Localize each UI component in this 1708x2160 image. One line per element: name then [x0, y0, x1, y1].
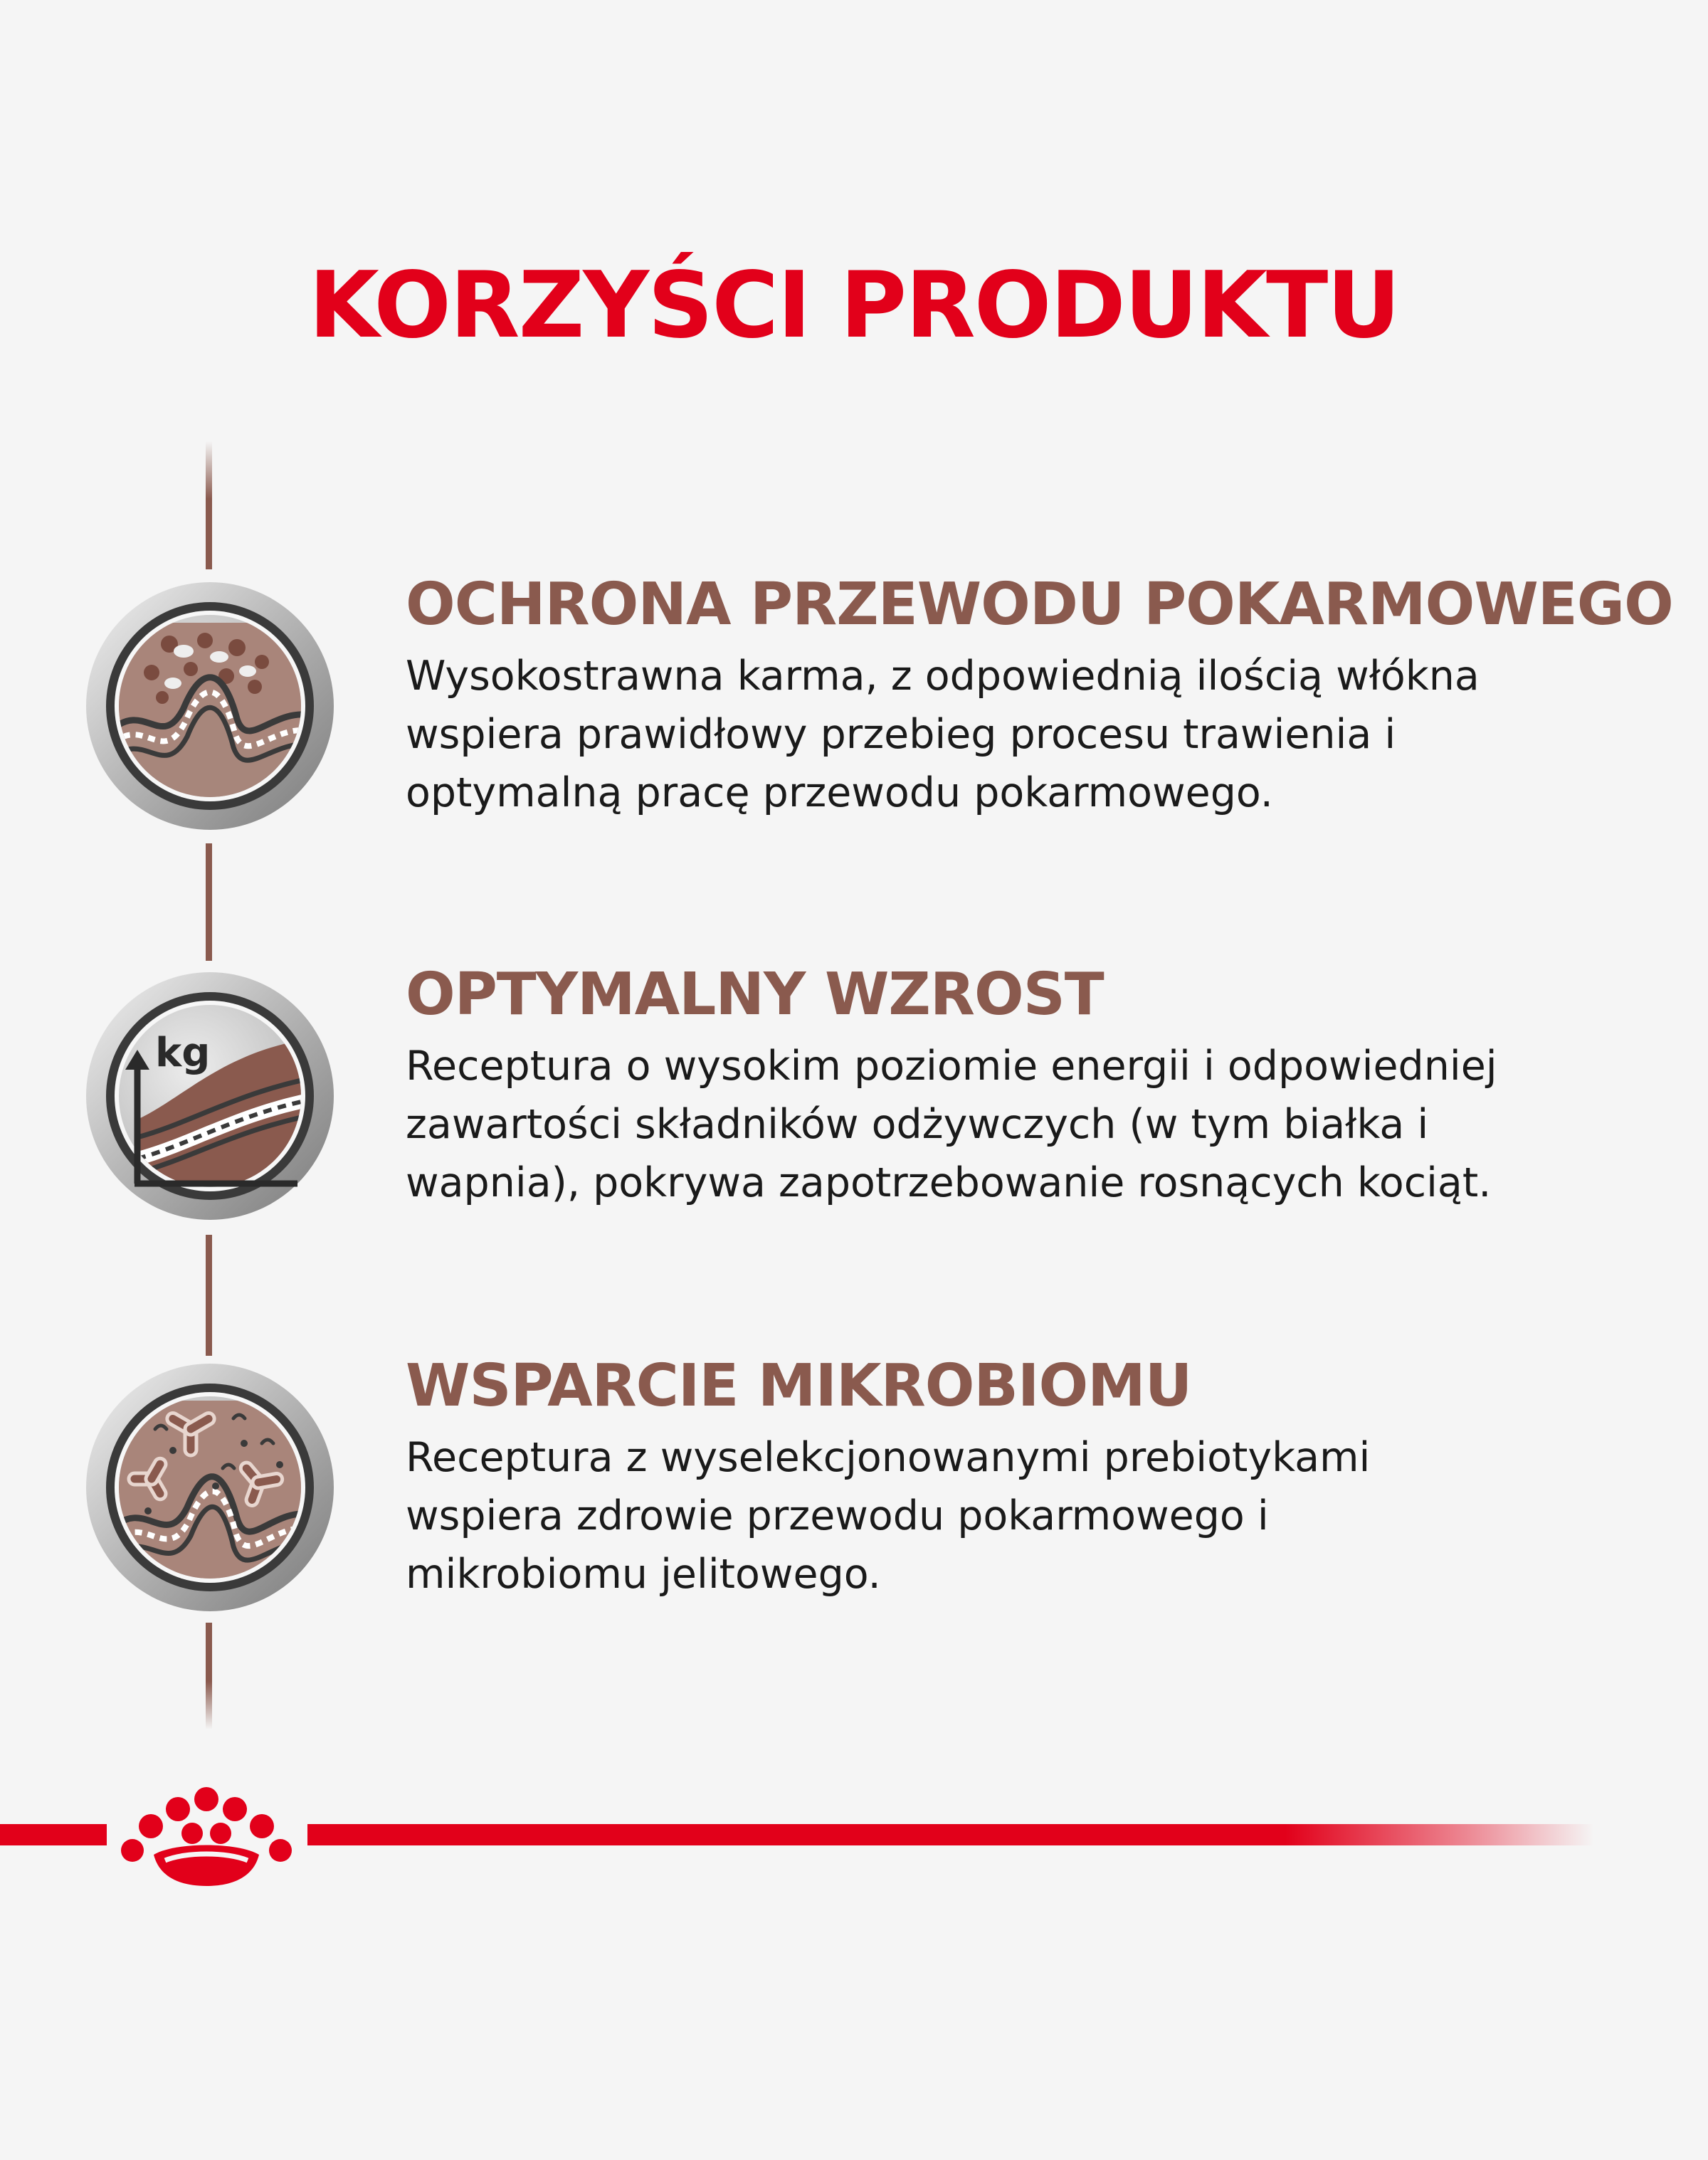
benefit-microbiome-support — [406, 1354, 1687, 1603]
timeline-line — [206, 1235, 212, 1356]
digestive-tract-icon — [84, 580, 336, 832]
timeline-line — [206, 1623, 212, 1729]
benefit-digestive-protection — [406, 573, 1687, 822]
page-title: KORZYŚCI PRODUKTU — [308, 253, 1400, 359]
benefit-description: Receptura z wyselekcjonowanymi prebiotykami wspiera zdrowie przewodu pokarmowego i mikrobiomu jelitowego. — [406, 1434, 1371, 1598]
weight-growth-icon — [84, 970, 336, 1222]
benefit-title: WSPARCIE MIKROBIOMU — [406, 1352, 1192, 1420]
kg-label: kg — [155, 1030, 211, 1076]
royal-crown-logo-icon — [118, 1785, 295, 1889]
footer-red-band — [0, 1824, 107, 1845]
timeline-line — [206, 843, 212, 961]
footer-red-band — [307, 1824, 1594, 1845]
benefit-description: Receptura o wysokim poziomie energii i odpowiedniej zawartości składników odżywczych (w tym białka i wapnia), pokrywa zapotrzebowanie rosnących kociąt. — [406, 1043, 1497, 1207]
benefit-description: Wysokostrawna karma, z odpowiednią ilością włókna wspiera prawidłowy przebieg procesu trawienia i optymalną pracę przewodu pokarmowego. — [406, 653, 1480, 817]
benefit-optimal-growth — [406, 963, 1687, 1212]
microbiome-icon — [84, 1361, 336, 1613]
benefit-title: OCHRONA PRZEWODU POKARMOWEGO — [406, 571, 1673, 638]
timeline-line — [206, 441, 212, 569]
benefit-title: OPTYMALNY WZROST — [406, 961, 1104, 1028]
